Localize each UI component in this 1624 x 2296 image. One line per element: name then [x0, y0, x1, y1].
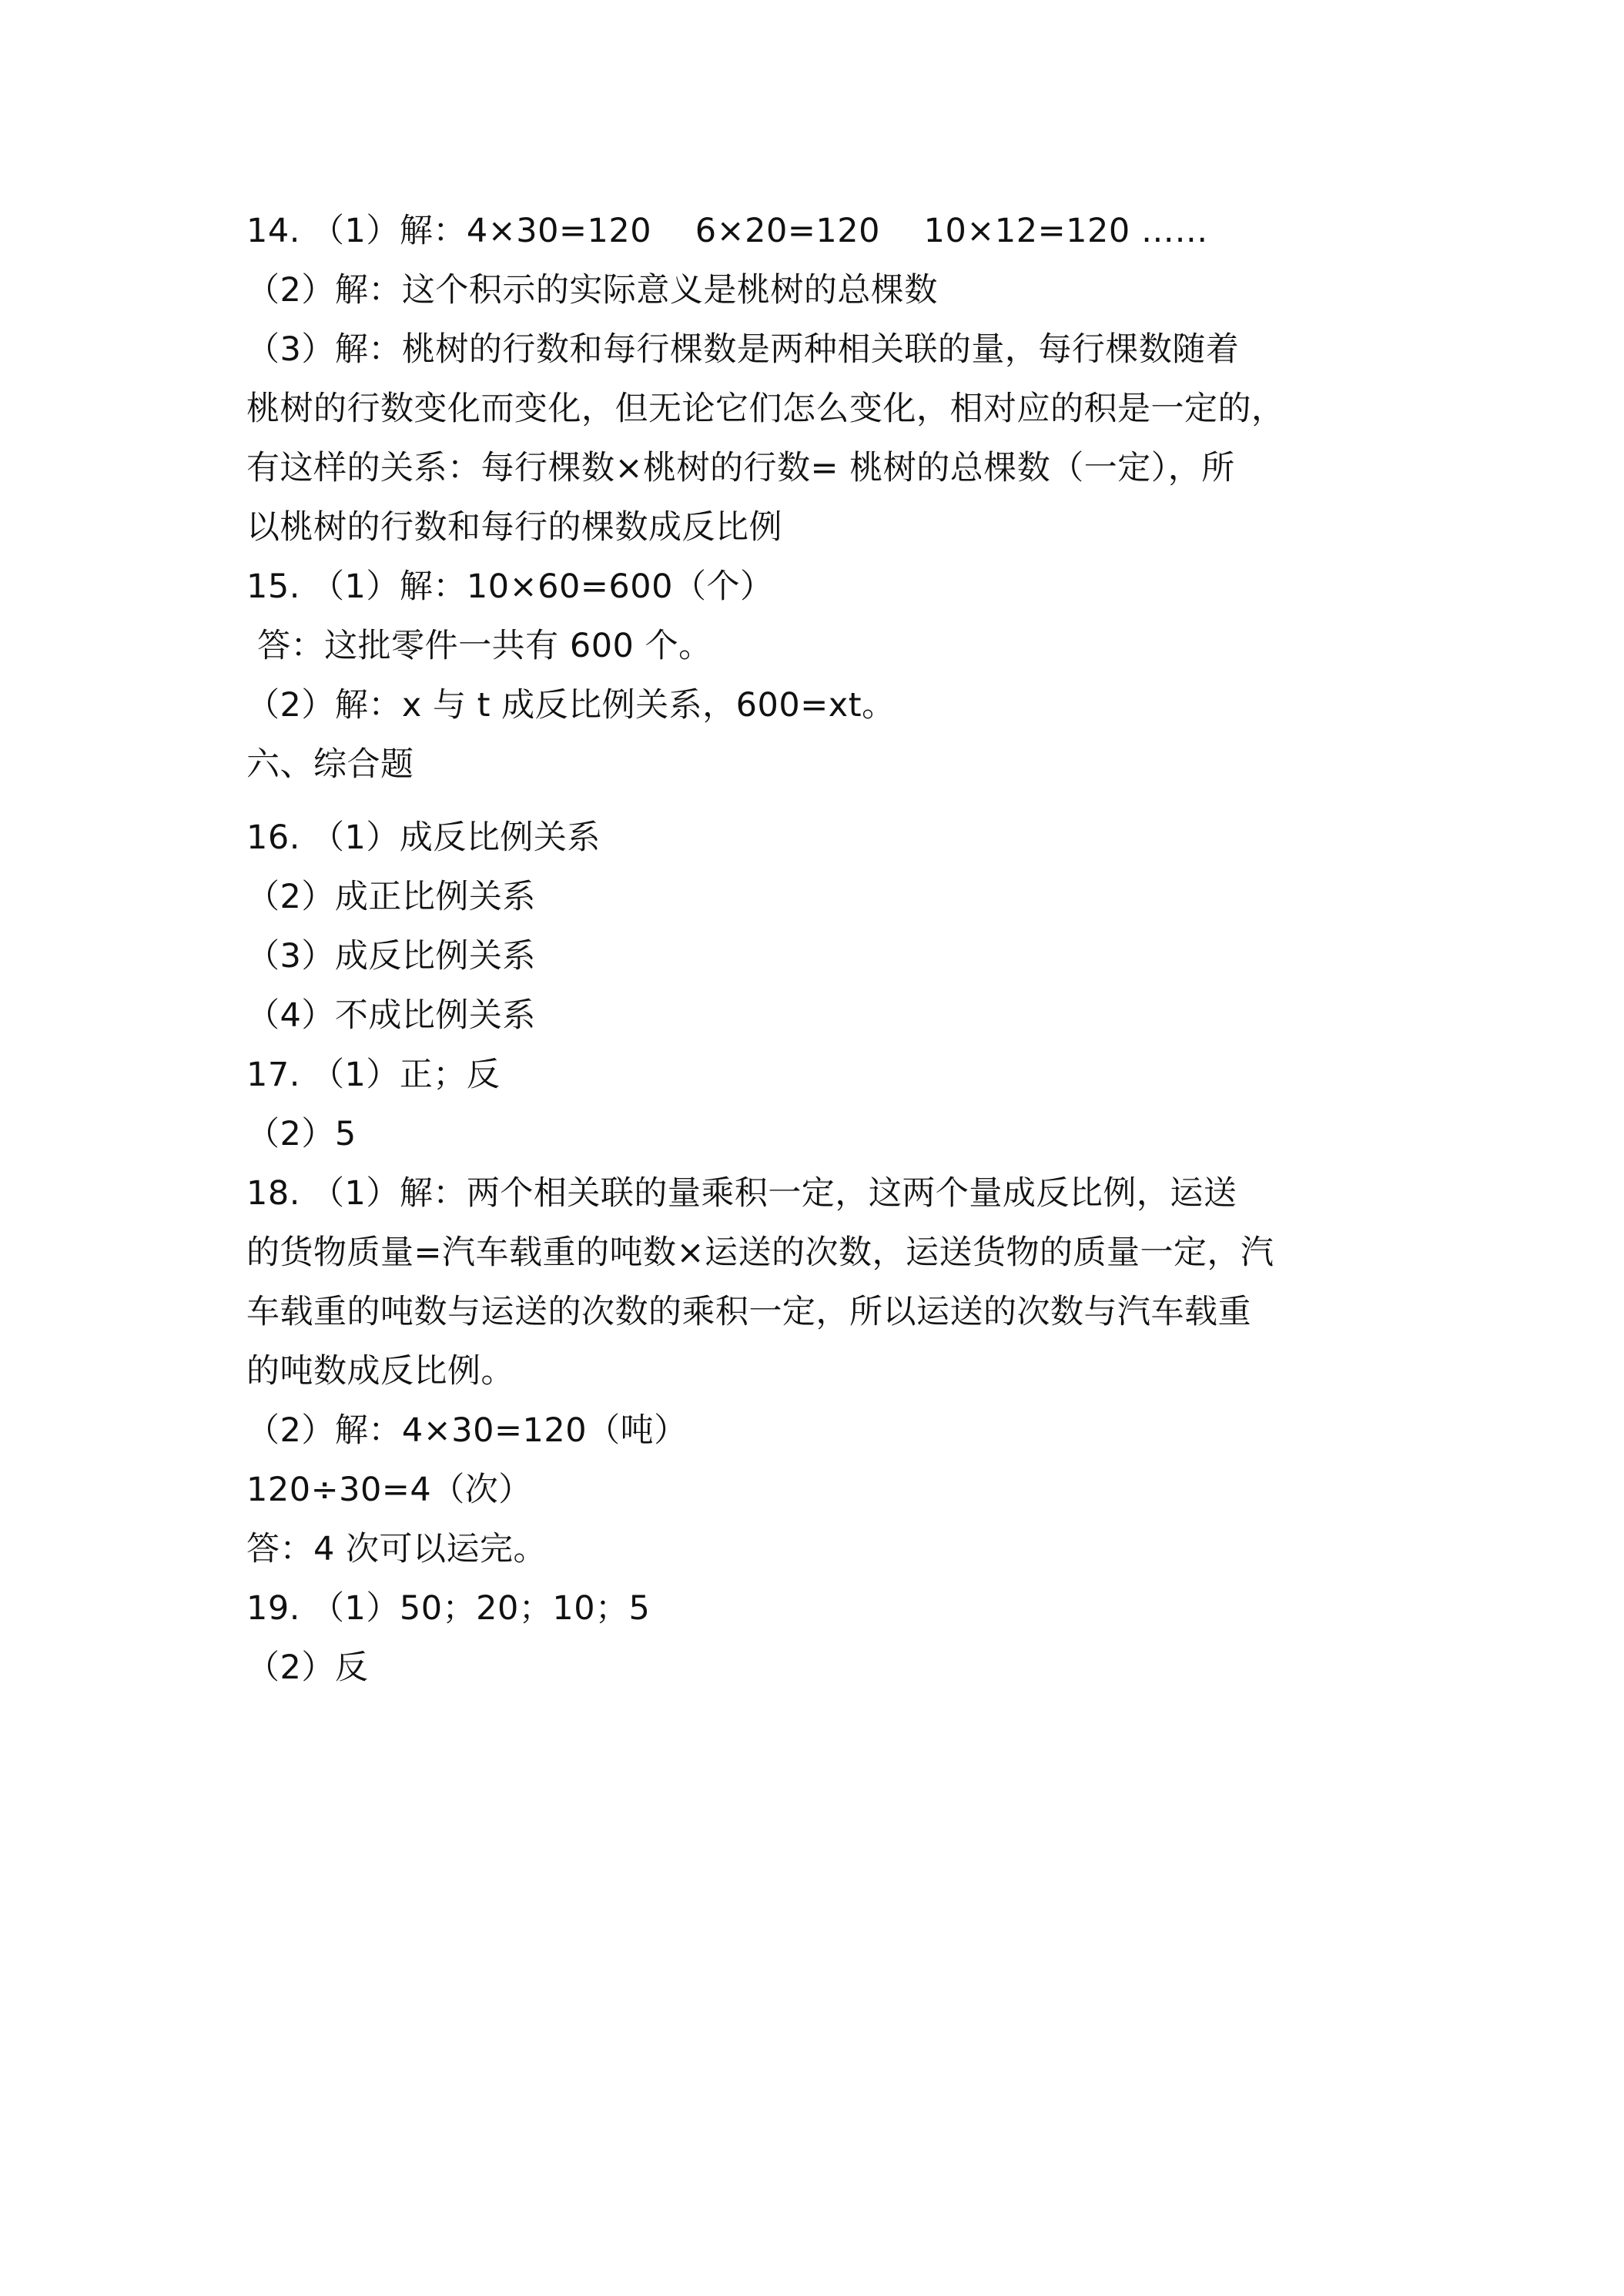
q15-answer-line: 答：这批零件一共有 600 个。	[246, 627, 712, 665]
q18-part2-line-2: 120÷30=4（次）	[246, 1471, 532, 1509]
q17-part2-line: （2）5	[246, 1115, 357, 1153]
q18-part2-line-1: （2）解：4×30=120（吨）	[246, 1411, 688, 1450]
q14-part3-line-1: （3）解：桃树的行数和每行棵数是两种相关联的量，每行棵数随着	[246, 330, 1240, 369]
q14-part3-line-2: 桃树的行数变化而变化，但无论它们怎么变化，相对应的积是一定的，	[246, 390, 1285, 428]
q14-part2-line: （2）解：这个积示的实际意义是桃树的总棵数	[246, 271, 938, 310]
q15-part1-line: 15. （1）解：10×60=600（个）	[246, 567, 774, 606]
q18-part1-line-4: 的吨数成反比例。	[246, 1352, 514, 1391]
q18-part1-line-3: 车载重的吨数与运送的次数的乘积一定，所以运送的次数与汽车载重	[246, 1293, 1251, 1331]
answer-content	[246, 202, 1386, 1698]
q18-part1-line-1: 18. （1）解：两个相关联的量乘积一定，这两个量成反比例，运送	[246, 1174, 1237, 1213]
q14-part3-line-4: 以桃树的行数和每行的棵数成反比例	[246, 508, 782, 547]
q16-part1-line: 16. （1）成反比例关系	[246, 818, 601, 857]
q18-answer-line: 答：4 次可以运完。	[246, 1530, 547, 1568]
section-heading-comprehensive: 六、综合题	[246, 745, 414, 784]
q14-part1-line: 14. （1）解：4×30=120 6×20=120 10×12=120 ……	[246, 212, 1208, 250]
q15-part2-line: （2）解：x 与 t 成反比例关系，600=xt。	[246, 686, 896, 725]
q16-part4-line: （4）不成比例关系	[246, 996, 536, 1035]
q16-part3-line: （3）成反比例关系	[246, 937, 536, 976]
section-gap	[246, 795, 1386, 808]
q19-part1-line: 19. （1）50；20；10；5	[246, 1589, 651, 1628]
q19-part2-line: （2）反	[246, 1648, 369, 1687]
q14-part3-line-3: 有这样的关系：每行棵数×桃树的行数= 桃树的总棵数（一定），所	[246, 449, 1235, 487]
q18-part1-line-2: 的货物质量=汽车载重的吨数×运送的次数，运送货物的质量一定，汽	[246, 1233, 1274, 1272]
q16-part2-line: （2）成正比例关系	[246, 878, 536, 916]
q17-part1-line: 17. （1）正；反	[246, 1056, 501, 1094]
